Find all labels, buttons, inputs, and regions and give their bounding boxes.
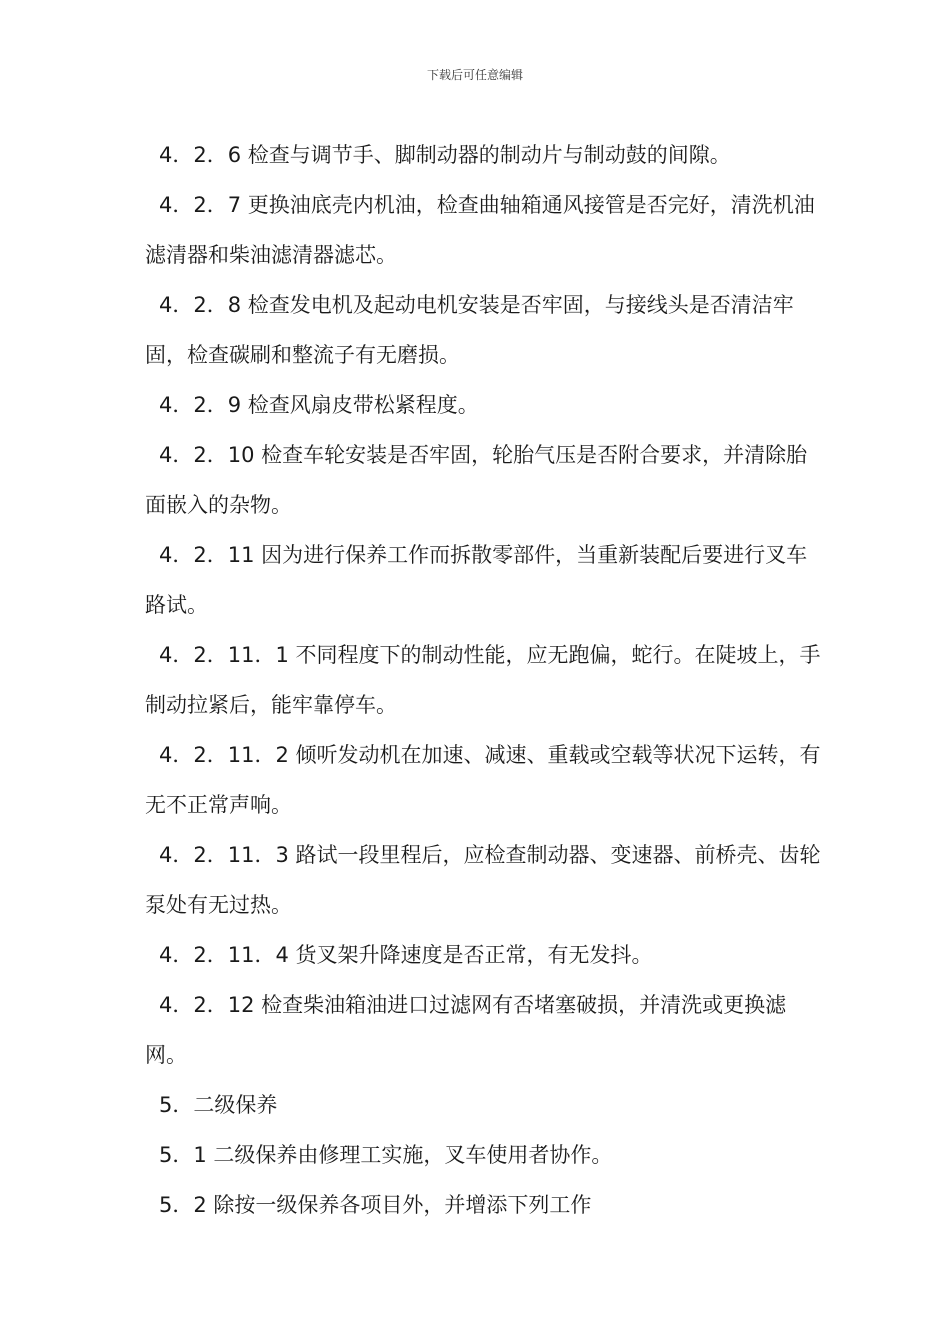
paragraph-4-2-11-4: 4．2．11．4 货叉架升降速度是否正常，有无发抖。 — [159, 943, 653, 967]
paragraph-4-2-7: 4．2．7 更换油底壳内机油，检查曲轴箱通风接管是否完好，清洗机油滤清器和柴油滤清器滤芯。 — [145, 193, 815, 267]
paragraph-4-2-10: 4．2．10 检查车轮安装是否牢固，轮胎气压是否附合要求，并清除胎面嵌入的杂物。 — [145, 443, 808, 517]
paragraph-4-2-11: 4．2．11 因为进行保养工作而拆散零部件，当重新装配后要进行叉车路试。 — [145, 543, 808, 617]
paragraph-5-2: 5．2 除按一级保养各项目外，并增添下列工作 — [159, 1193, 592, 1217]
paragraph-4-2-6: 4．2．6 检查与调节手、脚制动器的制动片与制动鼓的间隙。 — [159, 143, 731, 167]
paragraph-5-1: 5．1 二级保养由修理工实施，叉车使用者协作。 — [159, 1143, 613, 1167]
paragraph-4-2-11-1: 4．2．11．1 不同程度下的制动性能，应无跑偏，蛇行。在陡坡上，手制动拉紧后，能牢靠停车。 — [145, 643, 821, 717]
paragraph-4-2-9: 4．2．9 检查风扇皮带松紧程度。 — [159, 393, 479, 417]
paragraph-4-2-8: 4．2．8 检查发电机及起动电机安装是否牢固，与接线头是否清洁牢固，检查碳刷和整流子有无磨损。 — [145, 293, 794, 367]
paragraph-4-2-11-2: 4．2．11．2 倾听发动机在加速、减速、重载或空载等状况下运转，有无不正常声响。 — [145, 743, 821, 817]
page-header: 下载后可任意编辑 — [426, 68, 523, 82]
section-heading-5: 5．二级保养 — [159, 1093, 278, 1117]
document-body — [145, 130, 825, 1230]
paragraph-4-2-12: 4．2．12 检查柴油箱油进口过滤网有否堵塞破损，并清洗或更换滤网。 — [145, 993, 787, 1067]
paragraph-4-2-11-3: 4．2．11．3 路试一段里程后，应检查制动器、变速器、前桥壳、齿轮泵处有无过热。 — [145, 843, 821, 917]
